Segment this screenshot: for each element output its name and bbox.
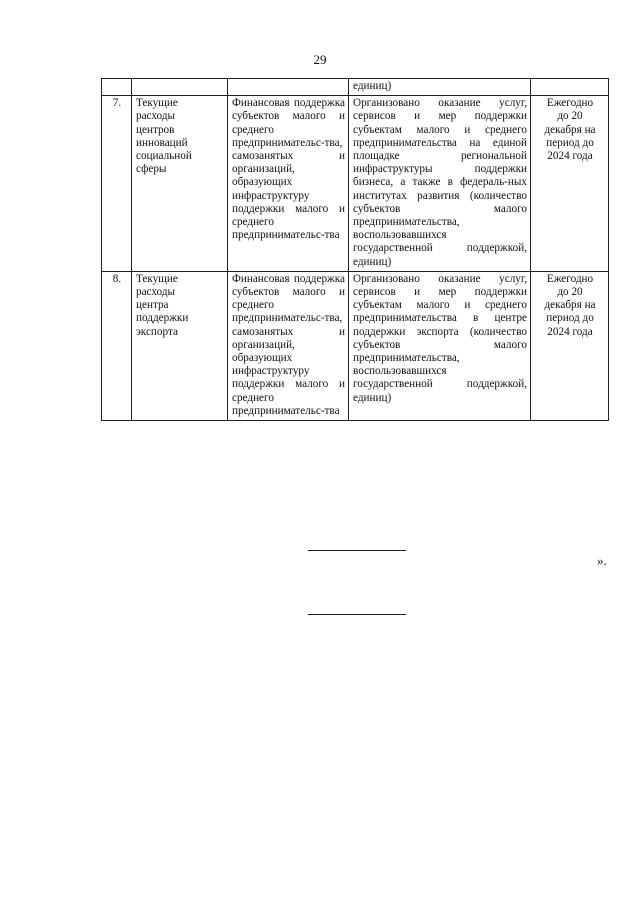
table-row — [102, 271, 609, 420]
expense-name-cell: Текущие расходы центров инноваций социальной сферы — [132, 96, 228, 272]
term-cell: Ежегодно до 20 декабря на период до 2024 года — [531, 96, 609, 272]
result-cell: Организовано оказание услуг, сервисов и мер поддержки субъектам малого и среднего предпринимательства на единой площадке региональной инфраструктуры поддержки бизнеса, а также в федераль-ных институтах развития (количество субъектов малого предпринимательства, воспользовавшихся государственной поддержкой, единиц) — [349, 96, 531, 272]
term-cell — [531, 79, 609, 96]
page-number: 29 — [313, 52, 327, 67]
separator-line — [308, 614, 406, 615]
result-cell: единиц) — [349, 79, 531, 96]
row-number-cell: 7. — [102, 96, 132, 272]
purpose-cell: Финансовая поддержка субъектов малого и среднего предпринимательс-тва, самозанятых и организаций, образующих инфраструктуру поддержки малого и среднего предпринимательс-тва — [228, 271, 349, 420]
row-number-cell — [102, 79, 132, 96]
row-number-cell: 8. — [102, 271, 132, 420]
table-row-continuation — [102, 79, 609, 96]
purpose-cell: Финансовая поддержка субъектов малого и среднего предпринимательс-тва, самозанятых и организаций, образующих инфраструктуру поддержки малого и среднего предпринимательс-тва — [228, 96, 349, 272]
expense-name-cell: Текущие расходы центра поддержки экспорта — [132, 271, 228, 420]
table-row — [102, 96, 609, 272]
expense-name-cell — [132, 79, 228, 96]
document-table — [101, 78, 609, 421]
result-cell: Организовано оказание услуг, сервисов и мер поддержки субъектам малого и среднего предпринимательства в центре поддержки экспорта (количество субъектов малого предпринимательства, воспользовавшихся государственной поддержкой, единиц) — [349, 271, 531, 420]
closing-quote-mark: ». — [597, 553, 607, 568]
purpose-cell — [228, 79, 349, 96]
term-cell: Ежегодно до 20 декабря на период до 2024 года — [531, 271, 609, 420]
separator-line — [308, 550, 406, 551]
